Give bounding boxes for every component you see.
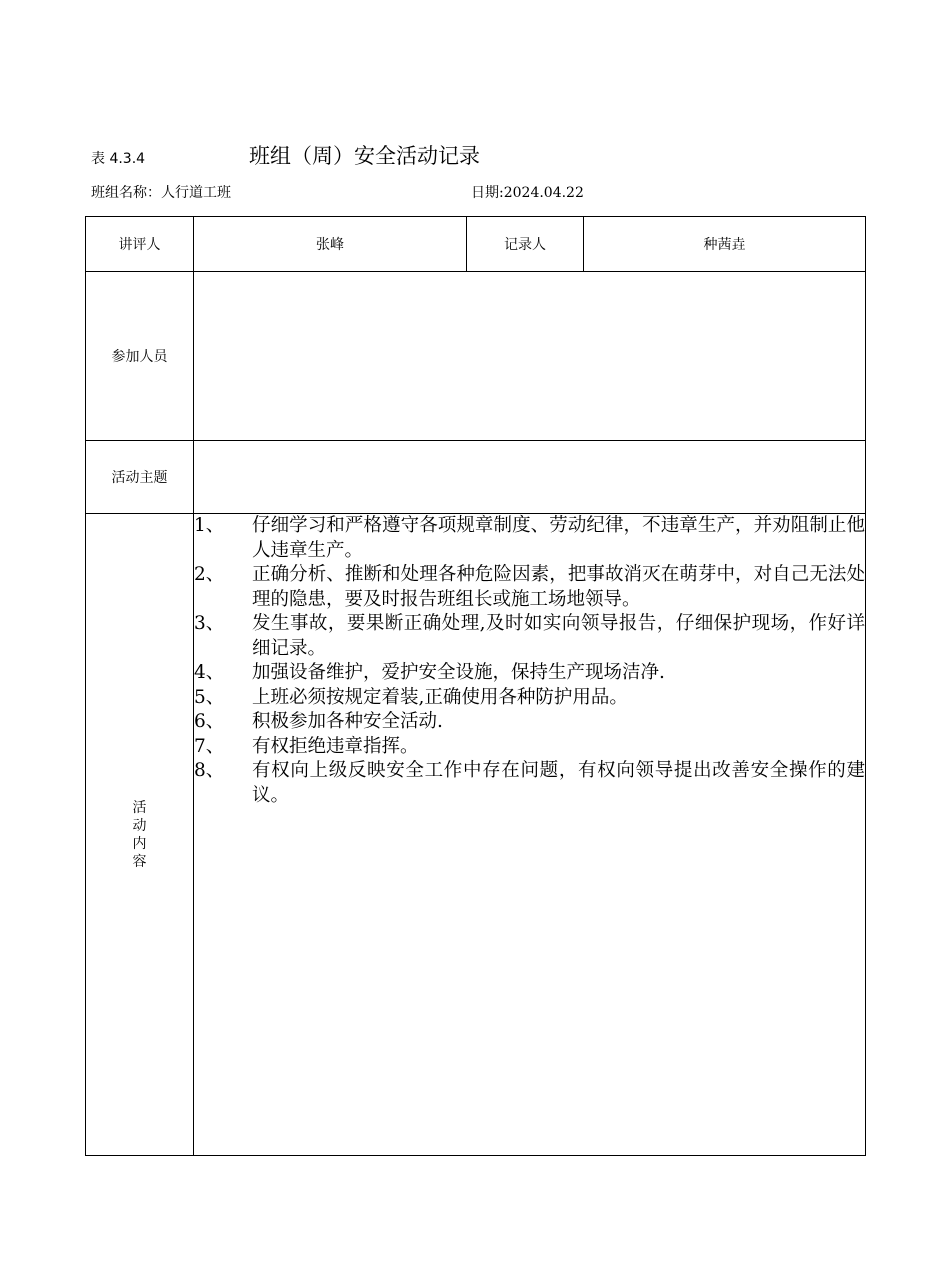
team-name: 班组名称：人行道工班	[91, 185, 231, 201]
table-number: 表 4.3.4	[91, 151, 146, 167]
rule-number: 8、	[194, 760, 225, 781]
rule-number: 7、	[194, 735, 225, 757]
recorder-label: 记录人	[467, 217, 584, 272]
rule-number: 1、	[194, 515, 225, 536]
rule-number: 6、	[194, 711, 225, 732]
participants-label: 参加人员	[86, 272, 194, 441]
rule-item	[194, 612, 865, 661]
rule-item	[194, 735, 865, 760]
participants-value	[194, 272, 866, 441]
activity-date: 日期:2024.04.22	[471, 185, 584, 201]
content-row	[86, 514, 866, 1156]
rule-number: 2、	[194, 564, 225, 585]
theme-value	[194, 441, 866, 514]
activity-record-table	[85, 216, 866, 1156]
rule-text: 有权拒绝违章指挥。	[252, 735, 419, 757]
rule-item	[194, 514, 865, 563]
document-title: 班组（周）安全活动记录	[249, 144, 480, 168]
rule-text: 加强设备维护，爱护安全设施，保持生产现场洁净.	[252, 662, 665, 683]
rule-number: 3、	[194, 613, 225, 634]
speaker-row	[86, 217, 866, 272]
rule-text: 有权向上级反映安全工作中存在问题，有权向领导提出改善安全操作的建议。	[252, 760, 865, 806]
theme-row	[86, 441, 866, 514]
rule-item	[194, 759, 865, 808]
recorder-value: 种茜垚	[584, 217, 866, 272]
content-label-cell	[86, 514, 194, 1156]
rule-item	[194, 661, 865, 686]
rule-text: 正确分析、推断和处理各种危险因素，把事故消灭在萌芽中，对自己无法处理的隐患，要及时报告班组长或施工场地领导。	[252, 564, 865, 610]
rule-item	[194, 710, 865, 735]
content-label: 活动内容	[132, 799, 147, 870]
rule-text: 仔细学习和严格遵守各项规章制度、劳动纪律，不违章生产，并劝阻制止他人违章生产。	[252, 515, 865, 561]
speaker-value: 张峰	[194, 217, 467, 272]
rule-text: 上班必须按规定着装,正确使用各种防护用品。	[252, 686, 628, 708]
rule-text: 积极参加各种安全活动.	[252, 711, 443, 732]
rule-number: 4、	[194, 662, 225, 683]
rule-number: 5、	[194, 686, 225, 708]
rules-list	[194, 514, 865, 808]
theme-label: 活动主题	[86, 441, 194, 514]
content-cell	[194, 514, 866, 1156]
participants-row	[86, 272, 866, 441]
speaker-label: 讲评人	[86, 217, 194, 272]
rule-item	[194, 686, 865, 711]
rule-text: 发生事故，要果断正确处理,及时如实向领导报告，仔细保护现场，作好详细记录。	[252, 613, 865, 659]
title-line	[91, 140, 865, 170]
rule-item	[194, 563, 865, 612]
meta-line	[91, 182, 871, 202]
